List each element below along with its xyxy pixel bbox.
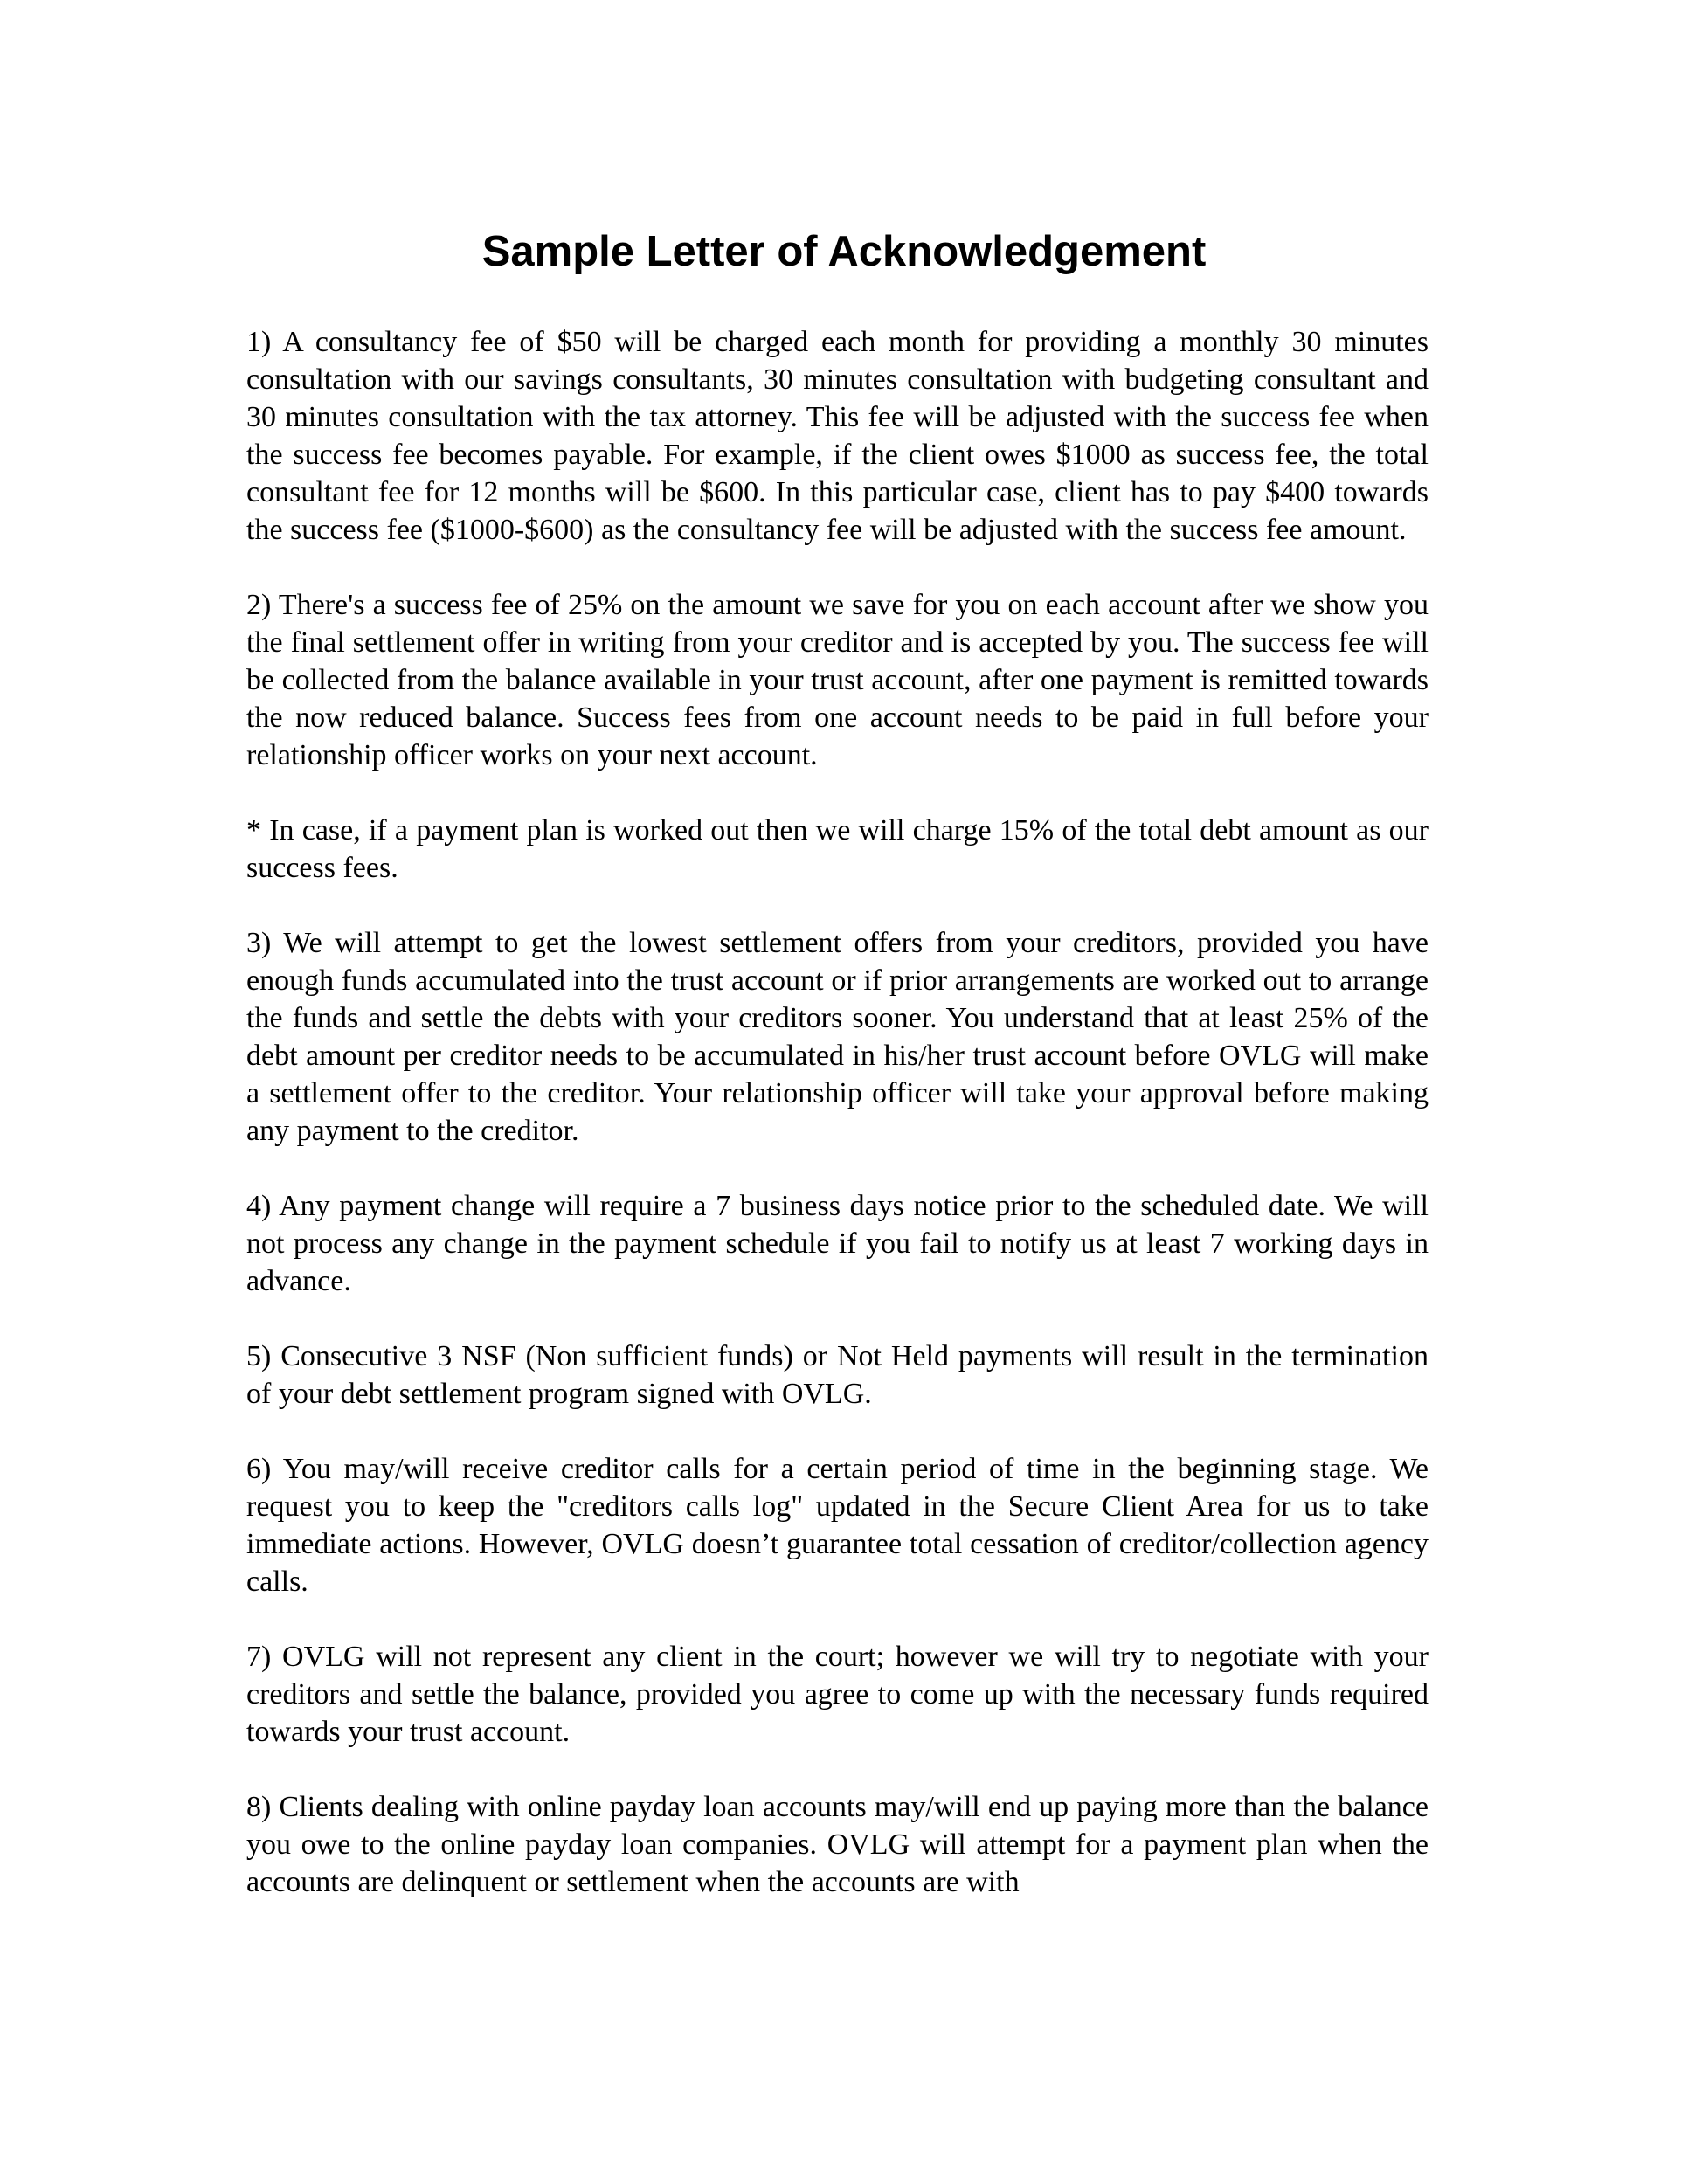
paragraph-1: 1) A consultancy fee of $50 will be charged each month for providing a monthly 30 minutes consultation with our savings consultants, 30 minutes consultation with budgeting consultant and 30 minutes consultation with the tax attorney. This fee will be adjusted with the success fee when the success fee becomes payable. For example, if the client owes $1000 as success fee, the total consultant fee for 12 months will be $600. In this particular case, client has to pay $400 towards the success fee ($1000-$600) as the consultancy fee will be adjusted with the success fee amount. [246, 326, 1429, 546]
paragraph-2: 2) There's a success fee of 25% on the amount we save for you on each account after we show you the final settlement offer in writing from your creditor and is accepted by you. The success fee will be collected from the balance available in your trust account, after one payment is remitted towards the now reduced balance. Success fees from one account needs to be paid in full before your relationship officer works on your next account. [246, 589, 1429, 771]
paragraph-8: 8) Clients dealing with online payday loan accounts may/will end up paying more than the balance you owe to the online payday loan companies. OVLG will attempt for a payment plan when the accounts are delinquent or settlement when the accounts are with [246, 1791, 1429, 1898]
paragraph-note: * In case, if a payment plan is worked out then we will charge 15% of the total debt amount as our success fees. [246, 814, 1429, 884]
paragraph-4: 4) Any payment change will require a 7 business days notice prior to the scheduled date. We will not process any change in the payment schedule if you fail to notify us at least 7 working days in advance. [246, 1190, 1429, 1297]
paragraph-6: 6) You may/will receive creditor calls for a certain period of time in the beginning stage. We request you to keep the "creditors calls log" updated in the Secure Client Area for us to take immediate actions. However, OVLG doesn’t guarantee total cessation of creditor/collection agency calls. [246, 1453, 1429, 1598]
paragraph-5: 5) Consecutive 3 NSF (Non sufficient funds) or Not Held payments will result in the termination of your debt settlement program signed with OVLG. [246, 1340, 1429, 1410]
document-body [246, 323, 1429, 1939]
paragraph-7: 7) OVLG will not represent any client in the court; however we will try to negotiate with your creditors and settle the balance, provided you agree to come up with the necessary funds required towards your trust account. [246, 1641, 1429, 1748]
document-title: Sample Letter of Acknowledgement [481, 228, 1207, 275]
paragraph-3: 3) We will attempt to get the lowest settlement offers from your creditors, provided you have enough funds accumulated into the trust account or if prior arrangements are worked out to arrange the funds and settle the debts with your creditors sooner. You understand that at least 25% of the debt amount per creditor needs to be accumulated in his/her trust account before OVLG will make a settlement offer to the creditor. Your relationship officer will take your approval before making any payment to the creditor. [246, 927, 1429, 1147]
